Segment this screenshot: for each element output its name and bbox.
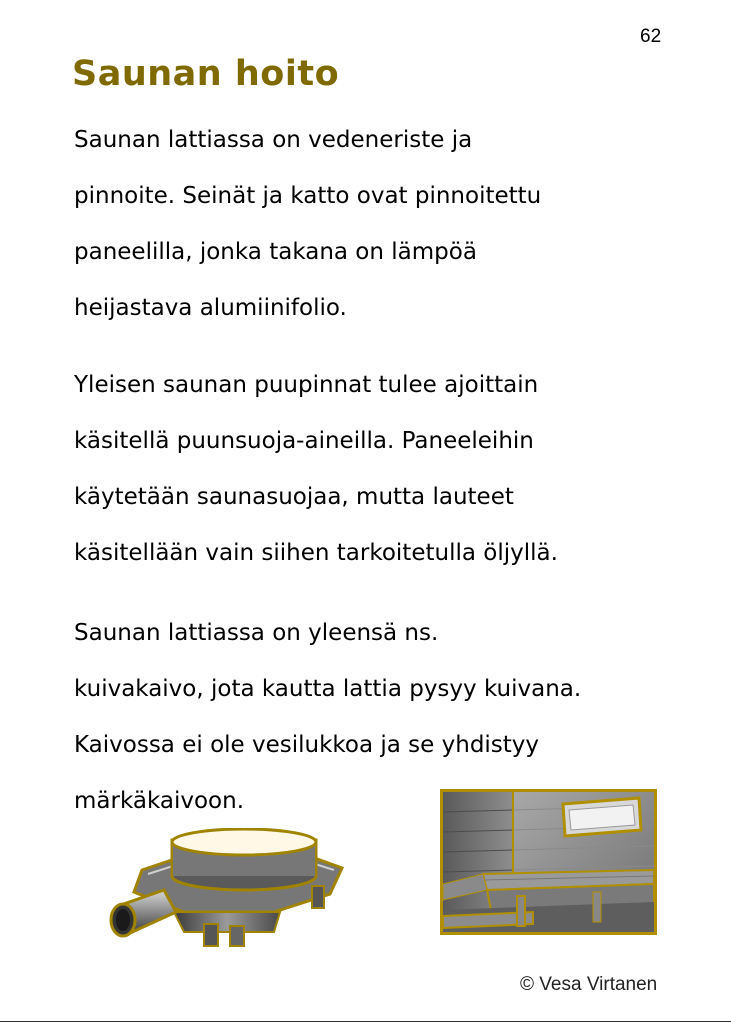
sauna-photo-icon — [443, 792, 654, 932]
text-line: pinnoite. Seinät ja katto ovat pinnoitettu — [74, 183, 542, 209]
bottom-divider — [0, 1021, 731, 1022]
page-title: Saunan hoito — [72, 54, 340, 94]
text-line: Kaivossa ei ole vesilukkoa ja se yhdistyy — [74, 732, 540, 758]
paragraph-floor-walls — [74, 126, 694, 350]
text-line: paneelilla, jonka takana on lämpöä — [74, 239, 477, 265]
copyright-notice: © Vesa Virtanen — [520, 974, 658, 995]
text-line: käytetään saunasuojaa, mutta lauteet — [74, 484, 514, 510]
page-number: 62 — [640, 26, 662, 47]
text-line: Yleisen saunan puupinnat tulee ajoittain — [74, 372, 539, 398]
text-line: kuivakaivo, jota kautta lattia pysyy kuivana. — [74, 676, 582, 702]
text-line: käsitellään vain siihen tarkoitetulla öljyllä. — [74, 540, 558, 566]
text-line: Saunan lattiassa on yleensä ns. — [74, 620, 439, 646]
floor-drain-illustration — [104, 828, 354, 953]
text-line: Saunan lattiassa on vedeneriste ja — [74, 127, 473, 153]
floor-drain-icon — [104, 828, 354, 953]
paragraph-wood-treatment — [74, 371, 694, 595]
text-line: käsitellä puunsuoja-aineilla. Paneeleihin — [74, 428, 534, 454]
text-line: märkäkaivoon. — [74, 788, 245, 814]
text-line: heijastava alumiinifolio. — [74, 295, 347, 321]
sauna-interior-photo — [440, 789, 657, 935]
